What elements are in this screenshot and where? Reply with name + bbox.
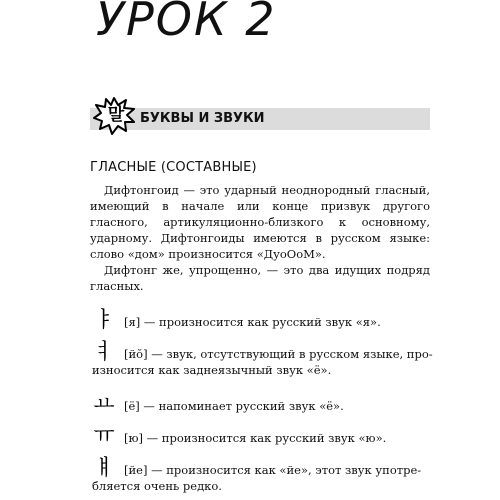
vowel-description — [124, 314, 436, 330]
body-text — [90, 182, 430, 294]
vowel-description — [92, 462, 436, 494]
subsection-title: ГЛАСНЫЕ (СОСТАВНЫЕ) — [90, 160, 257, 175]
vowel-glyph: ㅑ — [93, 308, 115, 333]
vowel-description — [92, 346, 436, 378]
vowel-glyph: ㅛ — [93, 392, 115, 417]
vowel-description-line1: [ю] — произносится как русский звук «ю». — [124, 431, 387, 445]
vowel-description — [124, 398, 436, 414]
vowel-description-line2: бляется очень редко. — [92, 479, 222, 493]
vowel-description — [124, 430, 436, 446]
vowel-description-line2: износится как заднеязычный звук «ё». — [92, 363, 332, 377]
vowel-description-line1: [ё] — напоминает русский звук «ё». — [124, 399, 344, 413]
vowel-description-line1: [йо̆] — звук, отсутствующий в русском языке, про- — [124, 347, 433, 361]
vowel-description-line1: [йе] — произносится как «йе», этот звук употре- — [124, 463, 422, 477]
paragraph-diphthong: Дифтонг же, упрощенно, — это два идущих подряд гласных. — [90, 263, 430, 293]
lesson-title: УРОК 2 — [96, 0, 277, 46]
section-title: БУКВЫ И ЗВУКИ — [140, 111, 265, 126]
paragraph-diphthongoid: Дифтонгоид — это ударный неоднородный гласный, имеющий в начале или конце призвук другого гласного, артикуляционно-близкого к основному, ударному. Дифтонгоиды имеются в русском языке: слово «дом» произносится «ДуоОоМ». — [90, 183, 430, 261]
vowel-description-line1: [я] — произносится как русский звук «я». — [124, 315, 381, 329]
vowel-glyph: ㅠ — [93, 424, 115, 449]
vowel-glyph: ㅕ — [93, 340, 115, 365]
badge-glyph: 말 — [107, 105, 125, 125]
vowel-glyph: ㅒ — [93, 456, 115, 481]
